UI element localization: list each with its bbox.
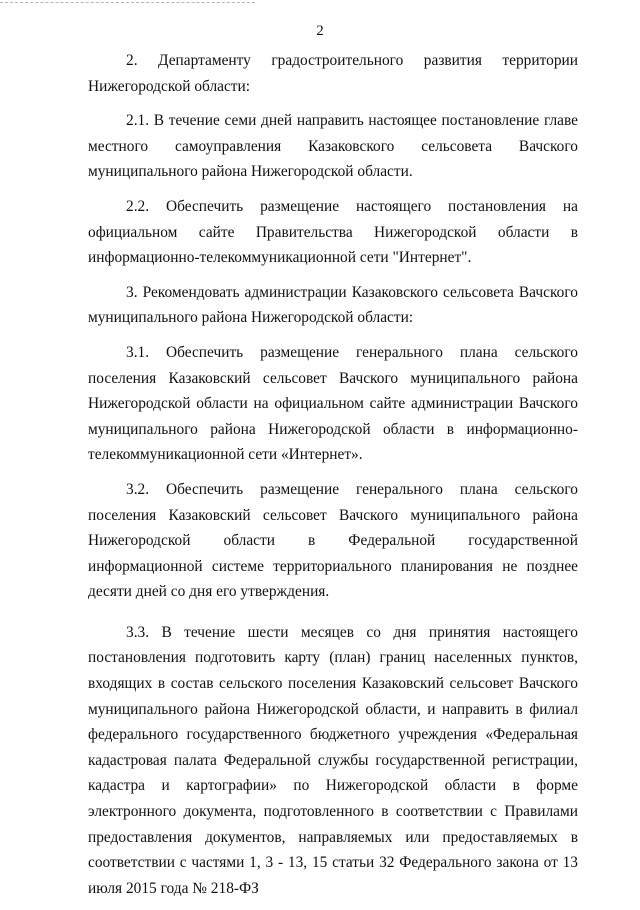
- paragraph-2-1: 2.1. В течение семи дней направить настоящее постановление главе местного самоуправления Казаковского сельсовета Вачского муниципального района Нижегородской области.: [88, 112, 578, 181]
- scan-top-edge: [0, 2, 255, 3]
- paragraph-2: 2. Департаменту градостроительного развития территории Нижегородской области:: [88, 52, 578, 95]
- paragraph-3-3: 3.3. В течение шести месяцев со дня принятия настоящего постановления подготовить карту (план) границ населенных пунктов, входящих в состав сельского поселения Казаковский сельсовет Вачского муниципального района Нижегородской области, и направить в филиал федерального государственного бюджетного учреждения «Федеральная кадастровая палата Федеральной службы государственной регистрации, кадастра и картографии» по Нижегородской области в форме электронного документа, подготовленного в соответствии с Правилами предоставления документов, направляемых или предоставляемых в соответствии с частями 1, 3 - 13, 15 статьи 32 Федерального закона от 13 июля 2015 года № 218-ФЗ: [88, 623, 578, 897]
- page-number: 2: [316, 23, 324, 39]
- paragraph-2-2: 2.2. Обеспечить размещение настоящего постановления на официальном сайте Правительства Нижегородской области в информационно-телекоммуникационной сети "Интернет".: [88, 197, 578, 267]
- document-body: [88, 48, 578, 910]
- paragraph-3-1: 3.1. Обеспечить размещение генерального плана сельского поселения Казаковский сельсовет Вачского муниципального района Нижегородской области на официальном сайте администрации Вачского муниципального района Нижегородской области в информационно-телекоммуникационной сети «Интернет».: [88, 343, 578, 464]
- paragraph-3: 3. Рекомендовать администрации Казаковского сельсовета Вачского муниципального района Нижегородской области:: [88, 283, 578, 327]
- paragraph-3-2: 3.2. Обеспечить размещение генерального плана сельского поселения Казаковский сельсовет Вачского муниципального района Нижегородской области в Федеральной государственной информационной системе территориального планирования не позднее десяти дней со дня его утверждения.: [88, 480, 578, 601]
